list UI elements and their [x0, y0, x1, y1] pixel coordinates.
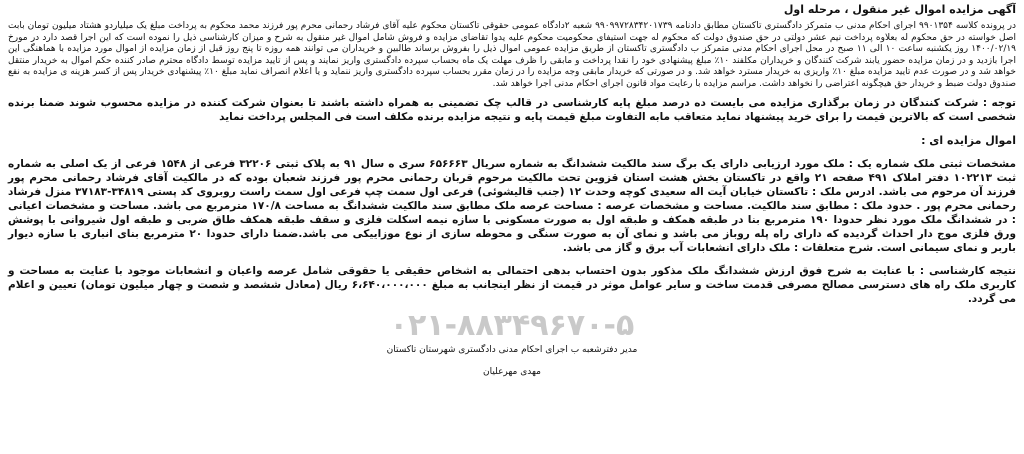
attention-note: توجه : شرکت کنندگان در زمان برگذاری مزایده می بایست ده درصد مبلغ پایه کارشناسی در قالب چک تضمینی به همراه داشته باشند تا بعنوان شرکت کننده در مزایده محسوب شوند ضمنا برنده شخصی است که بالاترین قیمت را برای خرید پیشنهاد نماید متعاقب مابه التفاوت مبلغ قیمت پایه و نتیجه مزایده برنده مکلف است فی المجلس پرداخت نماید: [8, 97, 1016, 123]
property-description: مشخصات ثبتی ملک شماره یک : ملک مورد ارزیابی دارای یک برگ سند مالکیت ششدانگ به شماره سریال ۶۵۶۶۶۳ سری ه سال ۹۱ به پلاک ثبتی ۳۲۲۰۶ فرعی از ۱۵۴۸ فرعی از یک اصلی به شماره ثبت ۱۰۲۲۱۳ دفتر املاک ۴۹۱ صفحه ۲۱ واقع در تاکستان بخش هشت استان قزوین تحت مالکیت مرحوم قربان رحمانی محرم پور فرزند شعبان بوده که در مالکیت آقای فرشاد رحمانی محرم پور فرزند آن مرحوم می باشد. ادرس ملک : تاکستان خیابان آیت اله سعیدی کوچه وحدت ۱۲ (جنب قالیشوئی) فرعی اول سمت چپ فرعی اول سمت راست روبروی کد پستی ۳۴۸۱۹-۳۷۱۸۳ منزل فرشاد رحمانی محرم پور . حدود ملک : مطابق سند مالکیت. مساحت و مشخصات عرصه : مساحت عرصه ملک مطابق سند مالکیت ششدانگ به مساحت ۱۷۰/۸ مترمربع می باشد. مساحت و مشخصات اعیانی : در ششدانگ ملک مورد نظر حدودا ۱۹۰ مترمربع بنا در طبقه همکف و طبقه اول به صورت مسکونی با سازه نیمه اسکلت فلزی و سقف طبقه همکف طاق ضربی و طبقه اول شیروانی با پوشش ورق فلزی موج دار احداث گردیده که دارای راه پله روباز می باشد و نمای آن به صورت سنگی و محوطه سازی از نوع موزاییکی می باشد.ضمنا دارای حدودا ۲۰ مترمربع بنای انباری با سازه دیوار باربر و نمای سیمانی است. شرح متعلقات : ملک دارای انشعابات آب برق و گاز می باشد.: [8, 158, 1017, 254]
expert-result: نتیجه کارشناسی : با عنایت به شرح فوق ارزش ششدانگ ملک مذکور بدون احتساب بدهی احتمالی به اشخاص حقیقی یا حقوقی شامل عرصه واعیان و انشعابات موجود با عنایت به مساحت و کاربری ملک راه های دسترسی مصالح مصرفی قدمت ساخت و سایر عوامل موثر در قیمت از نظر اینجانب به مبلغ ۶،۶۴۰،۰۰۰،۰۰۰ ریال (معادل ششصد و شصت و چهار میلیون تومان) تعیین و اعلام می گردد.: [8, 265, 1016, 305]
notice-title: آگهی مزایده اموال غیر منقول ، مرحله اول: [783, 3, 1016, 16]
signature-office: مدیر دفترشعبه ب اجرای احکام مدنی دادگستری شهرستان تاکستان: [386, 345, 638, 355]
notice-intro: در پرونده کلاسه ۹۹۰۱۳۵۴ اجرای احکام مدنی ب متمرکز دادگستری تاکستان مطابق دادنامه ۹۹۰۹۹۷۲۸۳۴۲۰۱۷۳۹ شعبه ۲دادگاه عمومی حقوقی تاکستان محکوم علیه آقای فرشاد رحمانی محرم پور فرزند محمد محکوم به پرداخت مبلغ یک میلیاردو هشتاد میلیون تومان بابت اصل خواسته در حق محکوم له بعلاوه پرداخت نیم عشر دولتی در حق صندوق دولت که محکوم له جهت استیفای محکومیت محکوم علیه یدوا تقاضای مزایده و فروش شامل اموال غیر منقول به شرح و میزان کارشناسی ذیل را نموده است که این اجرا قصد دارد در مورخ ۱۴۰۰/۰۲/۱۹ روز یکشنبه ساعت ۱۰ الی ۱۱ صبح در محل اجرای احکام مدنی متمرکز ب دادگستری تاکستان از طریق مزایده عمومی اموال ذیل را بفروش برساند طالبین و خریداران می توانند همه روزه تا پنج روز قبل از زمان مزایده از اموال مورد مزایده با هماهنگی این اجرا بازدید و در زمان مزایده حضور یابند شرکت کنندگان و خریداران مکلفند ۱۰٪ مبلغ پیشنهادی خود را نقدا پرداخت و مابقی را ظرف مهلت یک ماه بحساب سپرده دادگستری واریز نمایند و پس از تایید مزایده توسط دادگاه محترم صادر کننده حکم اموال به خریدار منتقل خواهد شد و در صورت عدم تایید مزایده مبلغ ۱۰٪ واریزی به خریدار مسترد خواهد شد. و در صورتی که خریدار مابقی وجه مزایده را در زمان مقرر بحساب سپرده دادگستری واریز ننماید و یا اعلام انصراف نماید مبلغ ۱۰٪ پیشنهادی خریدار پس از کسر هزینه ی مزایده به نفع صندوق دولت ضبط و خریدار حق هیچگونه اعتراضی را نخواهد داشت. مراسم مزایده با رعایت مواد قانون اجرای احکام مدنی اجرا خواهد شد.: [8, 21, 1017, 89]
signature-name: مهدی مهرعلیان: [483, 367, 541, 377]
phone-watermark: ۰۲۱-۸۸۳۴۹۶۷۰-۵: [389, 308, 635, 343]
assets-heading: اموال مزایده ای :: [921, 134, 1016, 147]
